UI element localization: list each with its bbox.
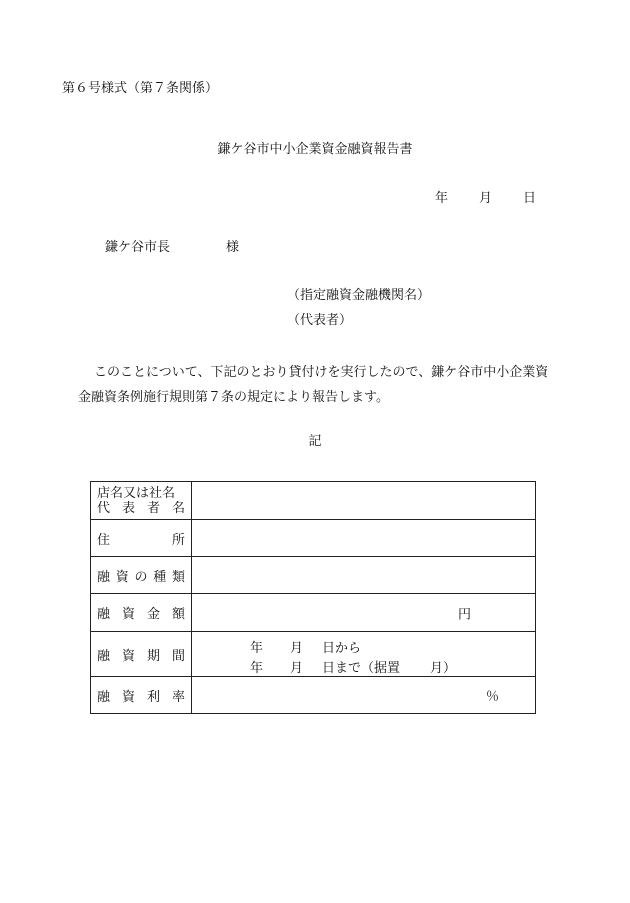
value-loan-amount[interactable] (192, 594, 536, 632)
table-row-loan-amount (91, 594, 536, 632)
date-month: 月 (479, 191, 493, 206)
date-year: 年 (435, 191, 449, 206)
label-loan-type: 融 資 の 種 類 (91, 557, 192, 594)
label-company (91, 482, 192, 520)
sender-representative-label: （代表者） (287, 313, 353, 328)
table-row-address (91, 520, 536, 557)
addressee (105, 241, 239, 254)
table-row-company (91, 482, 536, 520)
date-line (435, 192, 536, 205)
value-company[interactable] (192, 482, 536, 520)
addressee-honorific: 様 (226, 240, 240, 255)
value-address[interactable] (192, 520, 536, 557)
label-company-line1: 店名又は社名 (97, 485, 176, 501)
percent-unit: ％ (485, 689, 499, 705)
label-interest-rate: 融 資 利 率 (91, 677, 192, 714)
ki-heading: 記 (308, 434, 322, 449)
label-company-line2: 代 表 者 名 (97, 500, 185, 516)
sender-institution-label: （指定融資金融機関名） (287, 288, 431, 303)
label-loan-period: 融 資 期 間 (91, 632, 192, 677)
value-loan-type[interactable] (192, 557, 536, 594)
body-text: このことについて、下記のとおり貸付けを実行したので、鎌ケ谷市中小企業資金融資条例施行規則第７条の規定により報告します。 (78, 365, 549, 405)
label-address: 住 所 (91, 520, 192, 557)
table-row-interest-rate (91, 677, 536, 714)
yen-unit: 円 (457, 607, 471, 622)
value-interest-rate[interactable] (192, 677, 536, 714)
report-table (90, 481, 536, 714)
value-loan-period[interactable] (192, 632, 536, 677)
label-loan-amount: 融 資 金 額 (91, 594, 192, 632)
document-title: 鎌ケ谷市中小企業資金融資報告書 (217, 142, 413, 157)
period-start-line: 年 月 日から (250, 641, 362, 656)
date-day: 日 (523, 191, 537, 206)
period-end-line: 年 月 日まで（据置 月） (250, 661, 457, 676)
addressee-name: 鎌ケ谷市長 (105, 240, 171, 255)
table-row-loan-type (91, 557, 536, 594)
table-row-loan-period (91, 632, 536, 677)
form-number: 第６号様式（第７条関係） (62, 81, 219, 96)
